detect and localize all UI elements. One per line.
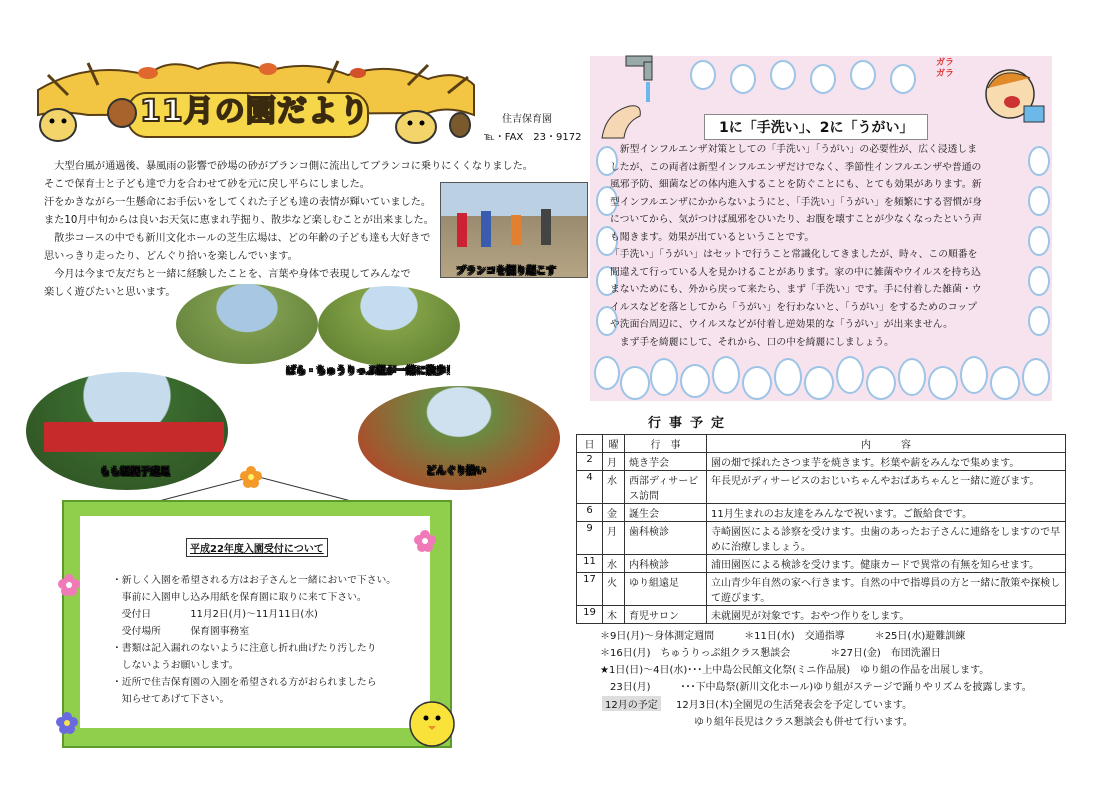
table-row bbox=[577, 504, 1066, 522]
handwash-line: まず手を綺麗にして、それから、口の中を綺麗にしましょう。 bbox=[610, 336, 894, 348]
handwash-line: 新型インフルエンザ対策としての「手洗い」「うがい」の必要性が、広く浸透しま bbox=[610, 144, 977, 155]
intro-line: 思いっきり走ったり、どんぐり拾いを楽しんでいます。 bbox=[44, 251, 298, 262]
handwash-line: したが、この両者は新型インフルエンザだけでなく、季節性インフルエンザや普通の bbox=[610, 161, 982, 173]
train-photo-caption: もも組親子遠足 bbox=[100, 467, 170, 478]
row-dow: 月 bbox=[603, 453, 625, 471]
flower-icon bbox=[414, 530, 436, 552]
admission-line: ・書類は記入漏れのないように注意し折れ曲げたり汚したり bbox=[112, 643, 377, 654]
table-row bbox=[577, 555, 1066, 573]
table-row bbox=[577, 453, 1066, 471]
handwash-line: イルスなどを落としてから「うがい」を行わないと、「うがい」をするためのコップ bbox=[610, 301, 977, 313]
handwash-line: 風邪予防、細菌などの体内進入することを防ぐことにも、とても効果があります。新 bbox=[610, 179, 982, 190]
row-dow: 火 bbox=[603, 573, 625, 606]
gargling-child-icon bbox=[960, 58, 1052, 134]
schedule-notes bbox=[600, 628, 1032, 696]
admission-line: 受付場所 保育園事務室 bbox=[112, 626, 250, 637]
december-text-2: ゆり組年長児はクラス懇談会も併せて行います。 bbox=[694, 717, 913, 728]
schedule-note: ＊9日(月)～身体測定週間 ＊11日(水) 交通指導 ＊25日(水)避難訓練 bbox=[600, 631, 966, 642]
row-day: 4 bbox=[577, 471, 603, 504]
admission-heading: 平成22年度入園受付について bbox=[186, 538, 328, 557]
table-row bbox=[577, 606, 1066, 624]
intro-line: 汗をかきながら一生懸命にお手伝いをしてくれた子ども達の表情が輝いていました。 bbox=[44, 197, 432, 208]
schedule-header-row bbox=[577, 435, 1066, 453]
admission-line: 受付日 11月2日(月)～11月11日(水) bbox=[112, 609, 318, 620]
header-dow: 曜 bbox=[603, 435, 625, 453]
handwash-line: まないためにも、外から戻って来たら、まず「手洗い」です。手に付着した雑菌・ウ bbox=[610, 284, 982, 295]
intro-line: 大型台風が通過後、暴風雨の影響で砂場の砂がブランコ側に流出してブランコに乗りにくくなりました。 bbox=[44, 161, 533, 172]
header-detail: 内 容 bbox=[707, 435, 1066, 453]
gara-gara-text: ガラ ガラ bbox=[936, 58, 955, 79]
row-dow: 水 bbox=[603, 471, 625, 504]
handwash-heading: 1に「手洗い」、2に「うがい」 bbox=[704, 114, 928, 140]
admission-text bbox=[112, 572, 396, 708]
school-name: 住吉保育園 bbox=[502, 114, 552, 125]
handwash-line: についてから、気がつけば風邪をひいたり、お腹を壊すことが少なくなったという声 bbox=[610, 214, 983, 225]
schedule-title: 行事予定 bbox=[648, 416, 733, 431]
flower-icon bbox=[56, 712, 78, 734]
header-day: 日 bbox=[577, 435, 603, 453]
schedule-note: ＊16日(月) ちゅうりっぷ組クラス懇談会 ＊27日(金) 布団洗濯日 bbox=[600, 648, 941, 659]
handwash-line: や洗面台周辺に、ウイルスなどが付着し逆効果的な「うがい」が出来ません。 bbox=[610, 319, 953, 330]
row-detail: 立山青少年自然の家へ行きます。自然の中で指導員の方と一緒に散策や探検して遊びます。 bbox=[707, 573, 1066, 606]
row-event: 誕生会 bbox=[625, 504, 707, 522]
december-label: 12月の予定 bbox=[602, 696, 661, 711]
schedule-note: 23日(月) ･･･下中島祭(新川文化ホール)ゆり組がステージで踊りやリズムを披露します。 bbox=[600, 682, 1032, 693]
intro-line: また10月中旬からは良いお天気に恵まれ芋掘り、散歩など楽しむことが出来ました。 bbox=[44, 215, 434, 226]
table-row bbox=[577, 522, 1066, 555]
row-day: 19 bbox=[577, 606, 603, 624]
chick-icon bbox=[404, 690, 460, 750]
row-day: 6 bbox=[577, 504, 603, 522]
row-detail: 寺崎園医による診察を受けます。虫歯のあったお子さんに連絡をしますので早めに治療しましょう。 bbox=[707, 522, 1066, 555]
handwash-line: も聞きます。効果が出ているということです。 bbox=[610, 231, 815, 243]
intro-line: 散歩コースの中でも新川文化ホールの芝生広場は、どの年齢の子ども達も大好きで bbox=[44, 233, 431, 244]
row-detail: 11月生まれのお友達をみんなで祝います。ご飯給食です。 bbox=[707, 504, 1066, 522]
admission-line: 知らせてあげて下さい。 bbox=[112, 694, 230, 705]
row-day: 17 bbox=[577, 573, 603, 606]
row-event: ゆり組遠足 bbox=[625, 573, 707, 606]
header-event: 行 事 bbox=[625, 435, 707, 453]
flower-icon bbox=[240, 466, 262, 488]
row-detail: 浦田園医による検診を受けます。健康カードで異常の有無を知らせます。 bbox=[707, 555, 1066, 573]
row-day: 2 bbox=[577, 453, 603, 471]
schedule-note: ★1日(日)～4日(水)･･･上中島公民館文化祭(ミニ作品展) ゆり組の作品を出展します。 bbox=[600, 665, 990, 676]
schedule-table bbox=[576, 434, 1066, 624]
acorn-photo-caption: どんぐり拾い bbox=[426, 466, 486, 477]
walk-photo-right bbox=[318, 286, 460, 366]
school-phone: ℡・FAX 23・9172 bbox=[484, 132, 582, 143]
admission-line: しないようお願いします。 bbox=[112, 660, 239, 671]
row-dow: 月 bbox=[603, 522, 625, 555]
page-title: 11月の園だより bbox=[140, 94, 370, 129]
row-event: 焼き芋会 bbox=[625, 453, 707, 471]
table-row bbox=[577, 471, 1066, 504]
row-day: 11 bbox=[577, 555, 603, 573]
admission-line: 事前に入園申し込み用紙を保育園に取りに来て下さい。 bbox=[112, 592, 367, 603]
row-event: 内科検診 bbox=[625, 555, 707, 573]
row-detail: 年長児がディサービスのおじいちゃんやおばあちゃんと一緒に遊びます。 bbox=[707, 471, 1066, 504]
flower-icon bbox=[58, 574, 80, 596]
row-event: 育児サロン bbox=[625, 606, 707, 624]
handwash-line: 「手洗い」「うがい」はセットで行うこと常識化してきましたが、時々、この順番を bbox=[610, 249, 978, 260]
row-event: 歯科検診 bbox=[625, 522, 707, 555]
table-row bbox=[577, 573, 1066, 606]
intro-line: 楽しく遊びたいと思います。 bbox=[44, 287, 176, 298]
intro-line: 今月は今まで友だちと一緒に経験したことを、言葉や身体で表現してみんなで bbox=[44, 269, 411, 280]
row-dow: 金 bbox=[603, 504, 625, 522]
handwash-text bbox=[610, 141, 982, 351]
handwash-line: 間違えて行っている人を見かけることがあります。家の中に雑菌やウイルスを持ち込 bbox=[610, 266, 981, 278]
faucet-hands-icon bbox=[596, 52, 666, 142]
walk-photo-caption: ばら・ちゅうりっぷ組が一緒に散歩！ bbox=[286, 366, 456, 377]
swing-photo-caption: ブランコを掘り起こす bbox=[456, 266, 556, 277]
december-text: 12月3日(木)全園児の生活発表会を予定しています。 bbox=[666, 700, 913, 711]
row-dow: 木 bbox=[603, 606, 625, 624]
row-detail: 未就園児が対象です。おやつ作りをします。 bbox=[707, 606, 1066, 624]
row-dow: 水 bbox=[603, 555, 625, 573]
handwash-line: 型インフルエンザにかからないようにと、「手洗い」「うがい」を頻繁にする習慣が身 bbox=[610, 196, 982, 208]
admission-line: ・新しく入園を希望される方はお子さんと一緒においで下さい。 bbox=[112, 575, 397, 586]
row-event: 西部ディサービス訪問 bbox=[625, 471, 707, 504]
admission-line: ・近所で住吉保育園の入園を希望される方がおられましたら bbox=[112, 677, 377, 688]
intro-line: そこで保育士と子ども達で力を合わせて砂を元に戻し平らにしました。 bbox=[44, 179, 370, 190]
row-detail: 園の畑で採れたさつま芋を焼きます。杉葉や薪をみんなで集めます。 bbox=[707, 453, 1066, 471]
walk-photo-left bbox=[176, 284, 318, 364]
row-day: 9 bbox=[577, 522, 603, 555]
